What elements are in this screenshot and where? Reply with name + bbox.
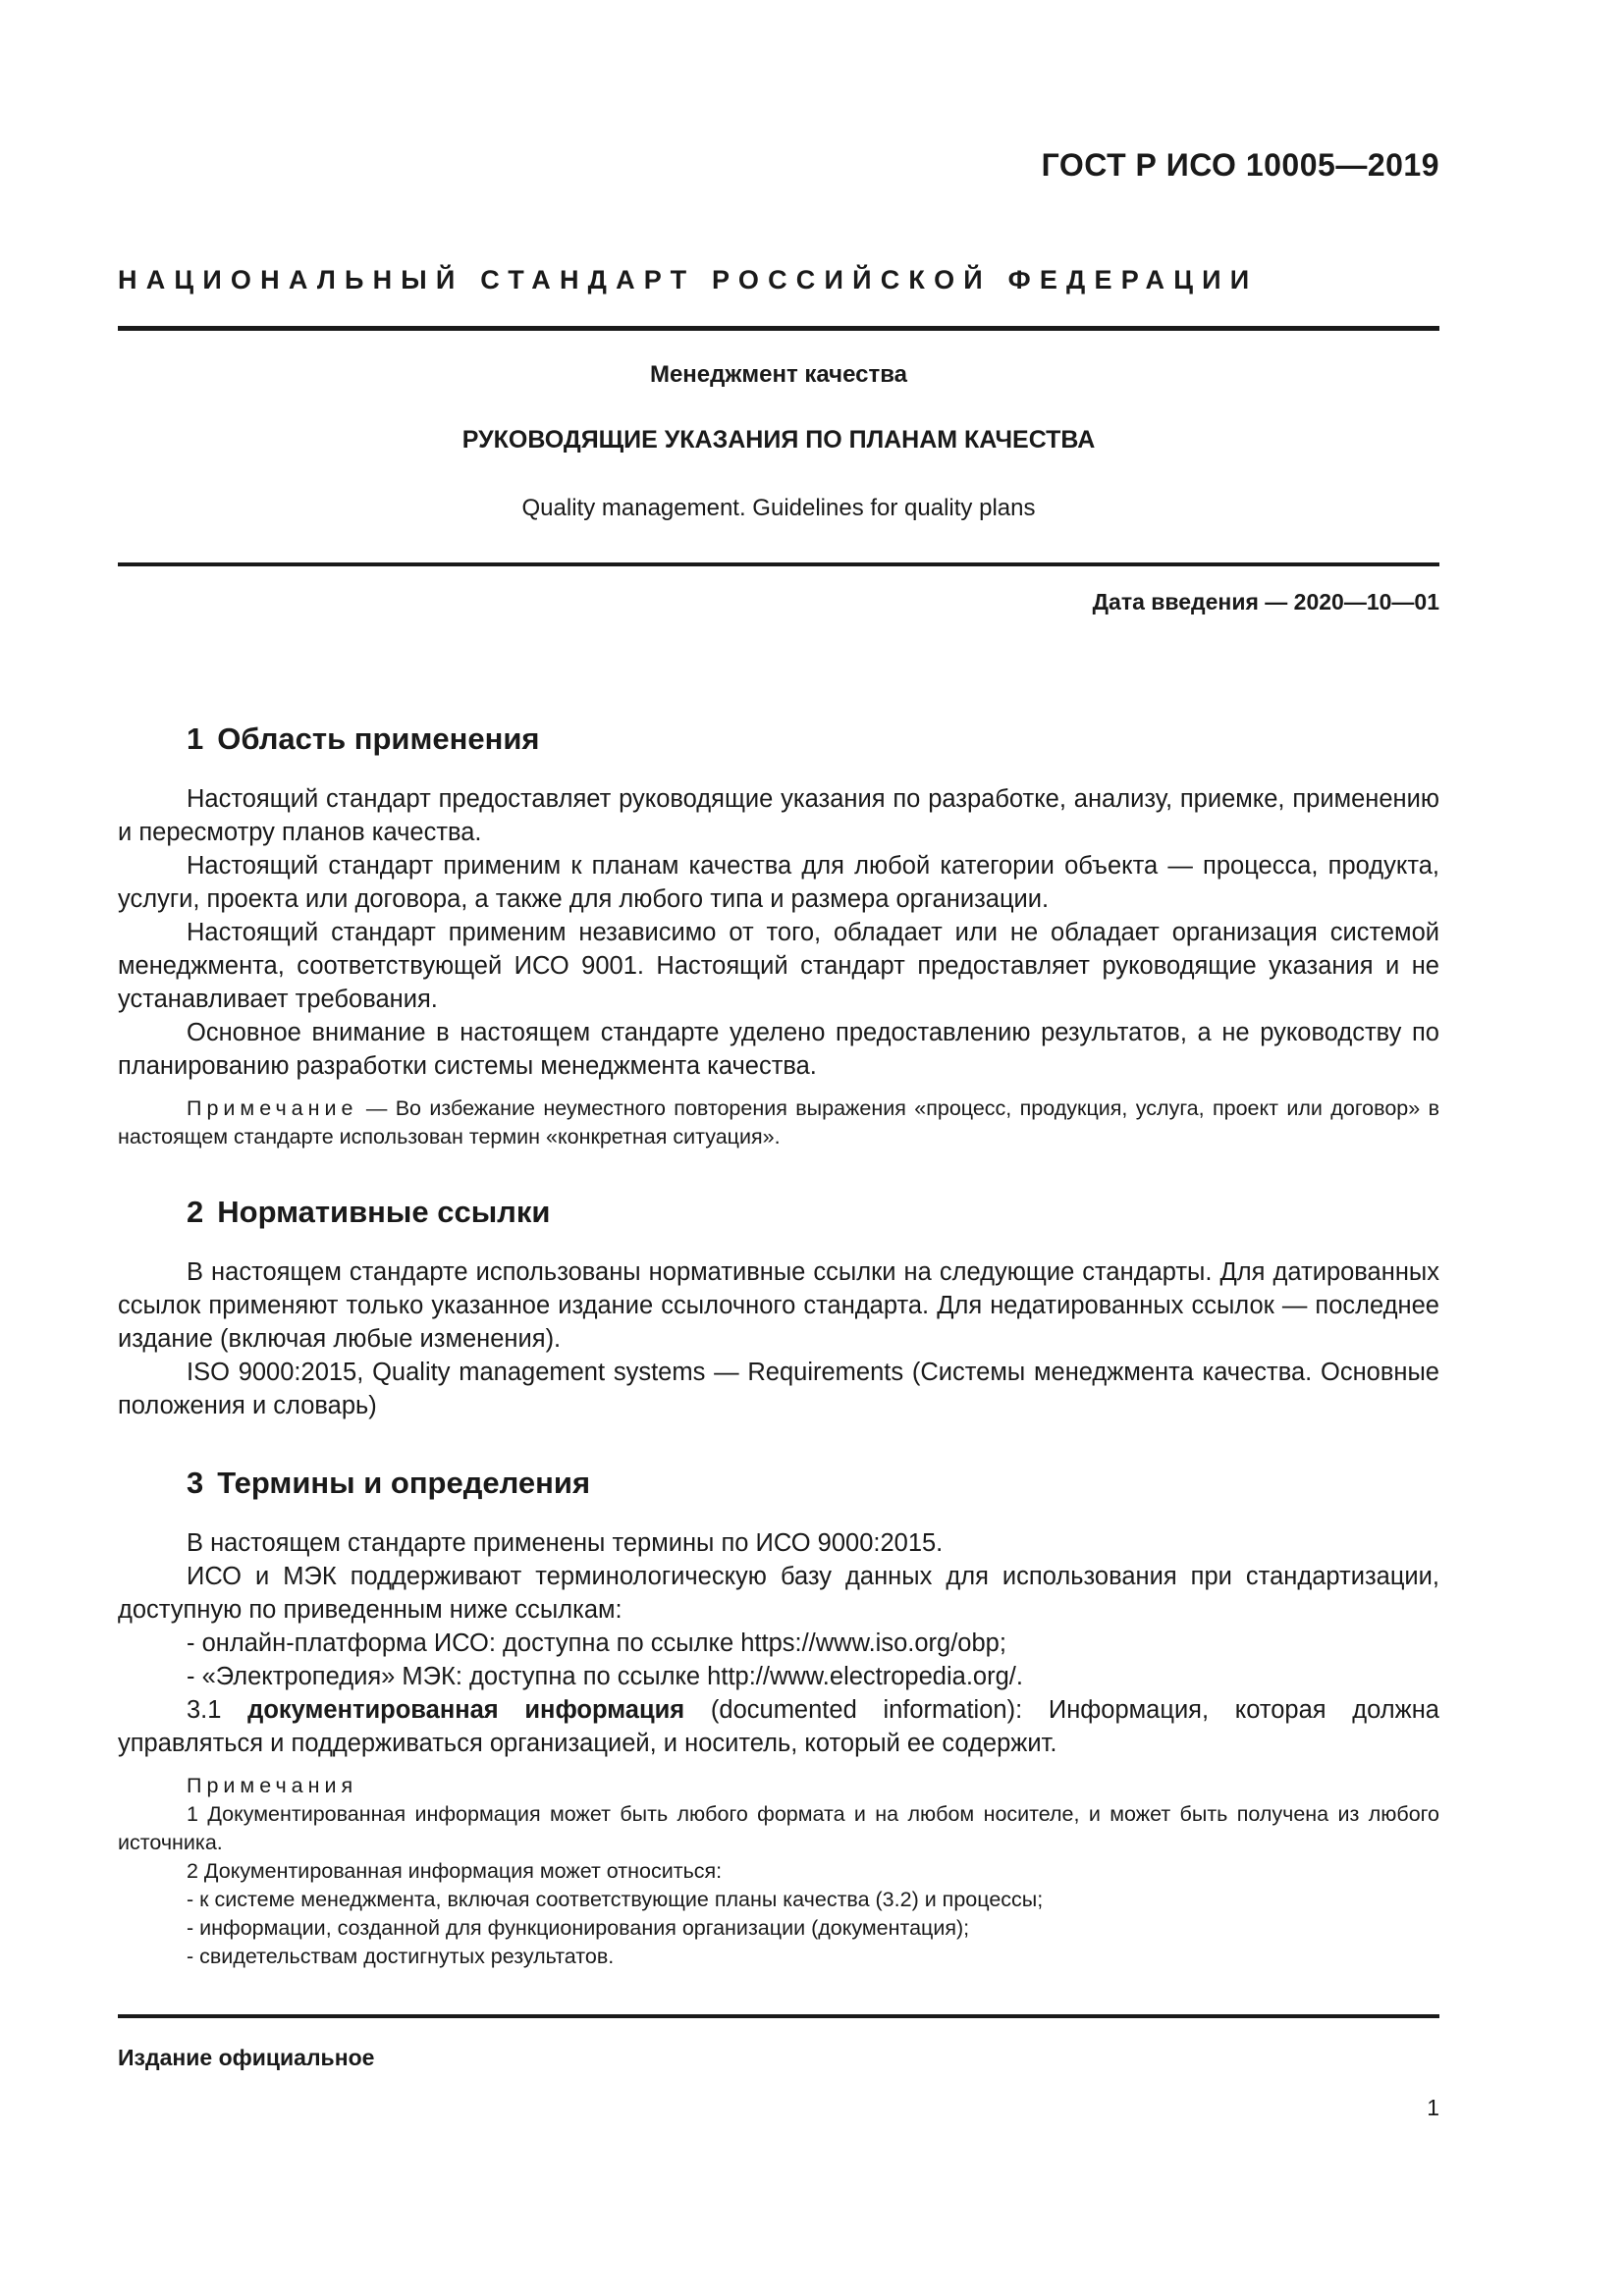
list-item: - онлайн-платформа ИСО: доступна по ссылке https://www.iso.org/obp; [187,1629,1006,1657]
document-code: ГОСТ Р ИСО 10005—2019 [1041,147,1439,183]
paragraph: В настоящем стандарте использованы нормативные ссылки на следующие стандарты. Для датированных ссылок применяют только указанное издание ссылочного стандарта. Для недатированных ссылок — последнее издание (включая любые изменения). [118,1258,1439,1353]
edition-label: Издание официальное [118,2045,375,2070]
paragraph: Основное внимание в настоящем стандарте уделено предоставлению результатов, а не руководству по планированию разработки системы менеджмента качества. [118,1019,1439,1080]
section-title: Область применения [217,721,540,756]
section-number: 3 [187,1466,204,1500]
section-title: Нормативные ссылки [217,1195,551,1229]
note-list-item: - информации, созданной для функционирования организации (документация); [187,1916,970,1940]
paragraph: Настоящий стандарт применим независимо от того, обладает или не обладает организация системой менеджмента, соответствующей ИСО 9001. Настоящий стандарт предоставляет руководящие указания и не устанавливает требования. [118,919,1439,1013]
footer-divider [118,2014,1439,2018]
paragraph: ИСО и МЭК поддерживают терминологическую базу данных для использования при стандартизации, доступную по приведенным ниже ссылкам: [118,1563,1439,1624]
page-number: 1 [1427,2095,1439,2120]
document-title-en: Quality management. Guidelines for quality plans [521,495,1036,521]
paragraph: В настоящем стандарте применены термины по ИСО 9000:2015. [187,1529,944,1557]
paragraph: Настоящий стандарт применим к планам качества для любой категории объекта — процесса, продукта, услуги, проекта или договора, а также для любого типа и размера организации. [118,852,1439,913]
list-item: - «Электропедия» МЭК: доступна по ссылке http://www.electropedia.org/. [187,1663,1023,1690]
document-page [118,0,1439,2296]
notes-label: Примечания [187,1774,358,1797]
title-divider [118,562,1439,566]
term-name: документированная информация [247,1696,685,1724]
section-3-heading [118,1466,1439,1501]
date-introduced: Дата введения — 2020—10—01 [1092,589,1439,614]
document-body [118,721,1439,1971]
section-number: 2 [187,1195,204,1229]
national-standard-banner: НАЦИОНАЛЬНЫЙ СТАНДАРТ РОССИЙСКОЙ ФЕДЕРАЦИИ [118,265,1259,294]
term-number: 3.1 [187,1696,248,1724]
note-list-item: - свидетельствам достигнутых результатов. [187,1945,615,1968]
header-divider [118,326,1439,331]
section-title: Термины и определения [217,1466,591,1500]
note-text: — Во избежание неуместного повторения выражения «процесс, продукция, услуга, проект или договор» в настоящем стандарте использован термин «конкретная ситуация». [118,1096,1439,1148]
note [118,1095,1439,1151]
note-list-item: - к системе менеджмента, включая соответствующие планы качества (3.2) и процессы; [187,1888,1044,1911]
section-2-heading [118,1195,1439,1230]
note-label: Примечание [187,1096,358,1120]
paragraph: Настоящий стандарт предоставляет руководящие указания по разработке, анализу, приемке, применению и пересмотру планов качества. [118,785,1439,846]
document-title-ru: РУКОВОДЯЩИЕ УКАЗАНИЯ ПО ПЛАНАМ КАЧЕСТВА [461,426,1096,454]
paragraph: ISO 9000:2015, Quality management systems — Requirements (Системы менеджмента качества. Основные положения и словарь) [118,1359,1439,1419]
term-definition [118,1693,1439,1760]
subject-title: Менеджмент качества [649,361,908,388]
note: 2 Документированная информация может относиться: [187,1859,723,1883]
section-number: 1 [187,721,204,756]
term-text: (documented information): Информация, которая должна управляться и поддерживаться организацией, и носитель, который ее содержит. [118,1696,1439,1757]
note: 1 Документированная информация может быть любого формата и на любом носителе, и может быть получена из любого источника. [118,1802,1439,1854]
section-1-heading [118,721,1439,757]
